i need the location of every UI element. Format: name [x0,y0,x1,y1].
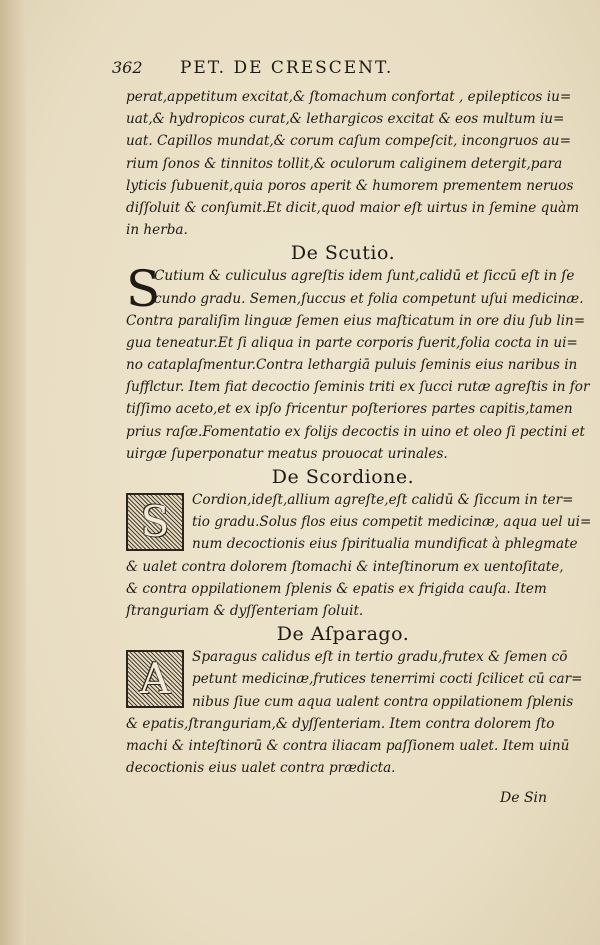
text-line: petunt medicinæ,frutices tenerrimi cocti ſcilicet cū car= [192,671,583,688]
text-line: perat,appetitum excitat,& ſtomachum confortat , epilepticos iu= [126,89,572,105]
text-line: nibus ſiue cum aqua ualent contra oppilationem ſplenis [192,693,574,710]
text-line: uirgæ ſuperponatur meatus prouocat urinales. [126,445,448,462]
initial-letter: S [126,260,161,319]
text-line: tiſſimo aceto,et ex ipſo fricentur poſteriores partes capitis,tamen [126,401,573,418]
text-line: gua teneatur.Et ſi aliqua in parte corporis fuerit,folia cocta in ui= [126,334,578,351]
text-line: cundo gradu. Semen,ſuccus et folia competunt uſui medicinæ. [154,290,584,307]
section-scordione [126,489,592,622]
text-line: rium ſonos & tinnitos tollit,& oculorum caliginem detergit,para [126,155,563,172]
text-line: Cordion,ideſt,allium agreſte,eſt calidū & ſiccum in ter= [192,492,574,508]
text-line: Contra paraliſim linguæ ſemen eius maſticatum in ore diu ſub lin= [126,312,586,329]
text-line: uat,& hydropicos curat,& lethargicos excitat & eos multum iu= [126,111,565,128]
text-line: lyticis ſubuenit,quia poros aperit & humorem prementem neruos [126,177,574,194]
text-line: uat. Capillos mundat,& corum caſum compeſcit, incongruos au= [126,133,571,150]
text-line: no cataplaſmentur.Contra lethargiā puluis ſeminis eius naribus in [126,357,578,374]
paragraph-continued [126,86,580,241]
section-heading: De Scordione. [271,466,415,488]
catchword: De Sin [500,790,548,806]
text-line: diſſoluit & conſumit.Et dicit,quod maior eſt uirtus in ſemine quàm [126,199,580,216]
decorated-initial [126,650,184,708]
page-gutter-shadow [0,0,26,945]
page-body [126,86,592,779]
initial-letter: A [139,654,171,704]
text-line: ſufflctur. Item fiat decoctio ſeminis triti ex ſucci rutæ agreſtis in for [126,379,590,396]
running-title: PET. DE CRESCENT. [179,58,394,78]
decorated-initial [126,493,184,551]
text-line: Cutium & culiculus agreſtis idem ſunt,calidū et ſiccū eſt in ſe [154,268,575,285]
initial-letter: S [140,497,170,546]
text-line: & contra oppilationem ſplenis & epatis ex frigida cauſa. Item [126,580,547,597]
page-number: 362 [112,58,143,77]
text-line: tio gradu.Solus flos eius competit medicinæ, aqua uel ui= [192,514,592,531]
text-line: ſtranguriam & dyſſenteriam ſoluit. [126,602,364,619]
text-line: prius raſæ.Fomentatio ex folijs decoctis in uino et oleo ſi pectini et [126,423,585,440]
text-line: in herba. [126,222,188,239]
section-heading: De Aſparago. [276,623,410,646]
section-scutio [126,260,590,465]
text-line: & ualet contra dolorem ſtomachi & inteſtinorum ex uentoſitate, [126,558,564,575]
running-header [112,58,472,78]
text-line: & epatis,ſtranguriam,& dyſſenteriam. Item contra dolorem ſto [126,715,555,732]
section-heading: De Scutio. [290,242,396,265]
section-asparago [126,646,583,779]
text-line: Sparagus calidus eſt in tertio gradu,frutex & ſemen cō [192,649,568,666]
text-line: decoctionis eius ualet contra prædicta. [126,760,396,777]
text-line: machi & inteſtinorū & contra iliacam paſſionem ualet. Item uinū [126,737,570,754]
text-line: num decoctionis eius ſpiritualia mundificat à phlegmate [192,536,578,553]
